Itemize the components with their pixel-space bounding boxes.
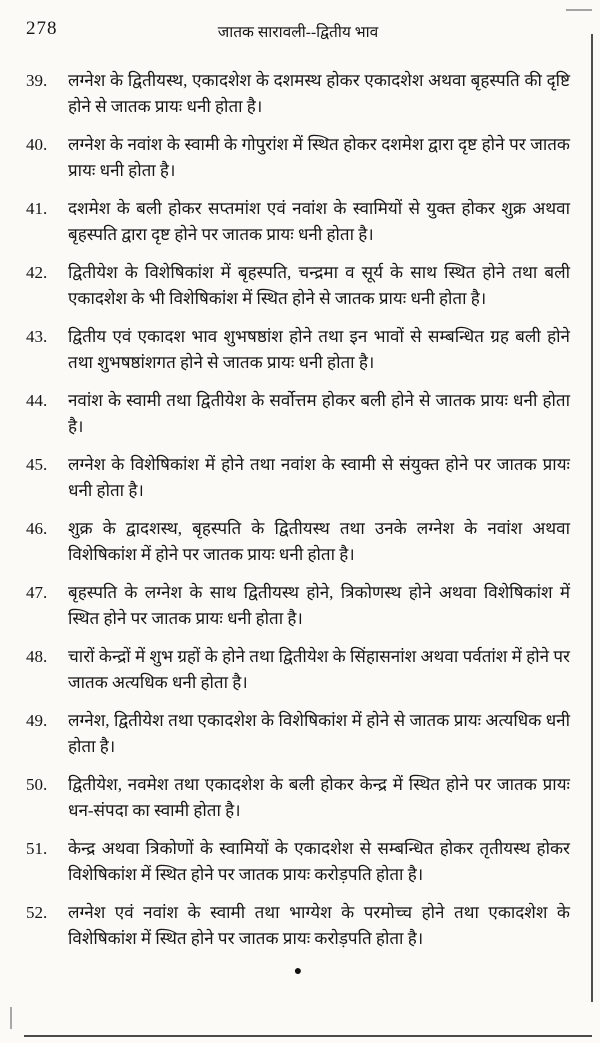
item-number: 44. — [26, 391, 48, 410]
list-item — [26, 132, 570, 184]
item-gap — [60, 580, 68, 632]
item-gap — [60, 900, 68, 952]
item-gap — [60, 452, 68, 504]
page-header — [26, 16, 570, 50]
page-number: 278 — [26, 18, 58, 39]
list-item — [26, 644, 570, 696]
item-text: केन्द्र अथवा त्रिकोणों के स्वामियों के एकादशेश से सम्बन्धित होकर तृतीयस्थ होकर विशेषिकांश में स्थित होने पर जातक प्रायः करोड़पति होता है। — [68, 839, 570, 884]
item-number: 46. — [26, 519, 48, 538]
item-number: 49. — [26, 711, 48, 730]
item-text: लग्नेश के नवांश के स्वामी के गोपुरांश में स्थित होकर दशमेश द्वारा दृष्ट होने पर जातक प्रायः धनी होता है। — [68, 135, 570, 180]
item-number: 42. — [26, 263, 48, 282]
item-text: लग्नेश एवं नवांश के स्वामी तथा भाग्येश के परमोच्च होने तथा एकादशेश के विशेषिकांश में स्थित होने पर जातक प्रायः करोड़पति होता है। — [68, 903, 570, 948]
item-text: लग्नेश के द्वितीयस्थ, एकादशेश के दशमस्थ होकर एकादशेश अथवा बृहस्पति की दृष्टि होने से जातक प्रायः धनी होता है। — [68, 71, 570, 116]
list-item — [26, 452, 570, 504]
list-item — [26, 68, 570, 120]
item-gap — [60, 772, 68, 824]
item-gap — [60, 324, 68, 376]
scan-edge-artifact-right — [591, 34, 593, 1002]
item-gap — [60, 388, 68, 440]
scan-edge-artifact-bottom — [24, 1035, 592, 1037]
item-number: 41. — [26, 199, 48, 218]
item-gap — [60, 516, 68, 568]
scan-edge-artifact-bottomleft — [10, 1007, 12, 1029]
item-number: 48. — [26, 647, 48, 666]
item-text: बृहस्पति के लग्नेश के साथ द्वितीयस्थ होने, त्रिकोणस्थ होने अथवा विशेषिकांश में स्थित होने पर जातक प्रायः धनी होता है। — [68, 583, 570, 628]
item-gap — [60, 708, 68, 760]
item-number: 45. — [26, 455, 48, 474]
item-gap — [60, 196, 68, 248]
item-number: 43. — [26, 327, 48, 346]
item-number: 39. — [26, 71, 48, 90]
list-item — [26, 580, 570, 632]
scan-edge-artifact-topright — [566, 9, 592, 11]
item-text: द्वितीय एवं एकादश भाव शुभषष्ठांश होने तथा इन भावों से सम्बन्धित ग्रह बली होने तथा शुभषष्ठांशगत होने से जातक प्रायः धनी होता है। — [68, 327, 570, 372]
item-gap — [60, 68, 68, 120]
item-number: 50. — [26, 775, 48, 794]
item-text: द्वितीयेश, नवमेश तथा एकादशेश के बली होकर केन्द्र में स्थित होने पर जातक प्रायः धन-संपदा का स्वामी होता है। — [68, 775, 570, 820]
item-gap — [60, 260, 68, 312]
item-number: 51. — [26, 839, 48, 858]
item-text: दशमेश के बली होकर सप्तमांश एवं नवांश के स्वामियों से युक्त होकर शुक्र अथवा बृहस्पति द्वारा दृष्ट होने पर जातक प्रायः धनी होता है। — [68, 199, 570, 244]
list-item — [26, 388, 570, 440]
item-number: 40. — [26, 135, 48, 154]
list-item — [26, 260, 570, 312]
item-text: लग्नेश के विशेषिकांश में होने तथा नवांश के स्वामी से संयुक्त होने पर जातक प्रायः धनी होता है। — [68, 455, 570, 500]
list-item — [26, 196, 570, 248]
list-item — [26, 708, 570, 760]
footer-bullet: ● — [293, 964, 303, 979]
item-number: 52. — [26, 903, 48, 922]
list-item — [26, 772, 570, 824]
item-gap — [60, 132, 68, 184]
numbered-list — [26, 68, 570, 952]
page-title: जातक सारावली--द्वितीय भाव — [217, 24, 379, 41]
list-item — [26, 900, 570, 952]
item-text: शुक्र के द्वादशस्थ, बृहस्पति के द्वितीयस्थ तथा उनके लग्नेश के नवांश अथवा विशेषिकांश में होने पर जातक प्रायः धनी होता है। — [68, 519, 570, 564]
list-item — [26, 516, 570, 568]
item-number: 47. — [26, 583, 48, 602]
item-gap — [60, 836, 68, 888]
item-gap — [60, 644, 68, 696]
list-item — [26, 836, 570, 888]
list-item — [26, 324, 570, 376]
item-text: द्वितीयेश के विशेषिकांश में बृहस्पति, चन्द्रमा व सूर्य के साथ स्थित होने तथा बली एकादशेश के भी विशेषिकांश में स्थित होने से जातक प्रायः धनी होता है। — [68, 263, 570, 308]
item-text: नवांश के स्वामी तथा द्वितीयेश के सर्वोत्तम होकर बली होने से जातक प्रायः धनी होता है। — [68, 391, 570, 436]
item-text: लग्नेश, द्वितीयेश तथा एकादशेश के विशेषिकांश में होने से जातक प्रायः अत्यधिक धनी होता है। — [68, 711, 570, 756]
item-text: चारों केन्द्रों में शुभ ग्रहों के होने तथा द्वितीयेश के सिंहासनांश अथवा पर्वतांश में होने पर जातक अत्यधिक धनी होता है। — [68, 647, 570, 692]
